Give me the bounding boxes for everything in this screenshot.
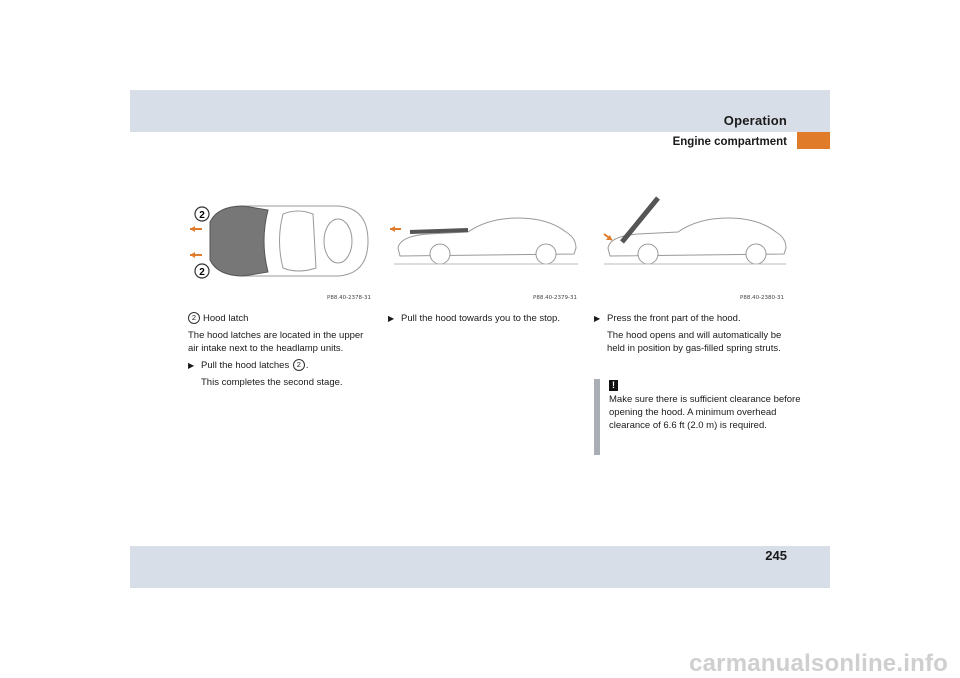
exclamation-icon: ! bbox=[609, 380, 618, 391]
step-press-hood bbox=[594, 312, 794, 325]
watermark: carmanualsonline.info bbox=[689, 650, 948, 677]
step-text: Pull the hood latches bbox=[201, 360, 290, 371]
step-text: Press the front part of the hood. bbox=[607, 313, 741, 324]
step-callout: 2 bbox=[293, 359, 305, 371]
figure-hood-open bbox=[598, 196, 788, 301]
callout-label-top: 2 bbox=[199, 210, 205, 221]
step-result: The hood opens and will automatically be held in position by gas-filled spring struts. bbox=[607, 330, 782, 354]
figure-code: P88.40-2378-31 bbox=[327, 295, 372, 301]
figure-hood-pulled bbox=[388, 196, 580, 301]
step-pull-hood bbox=[388, 312, 583, 325]
legend-callout: 2 bbox=[188, 312, 200, 324]
footer-band bbox=[130, 546, 830, 588]
section-tab-marker bbox=[797, 132, 830, 149]
car-open-hood-illustration bbox=[598, 196, 788, 296]
column-hood-latches bbox=[188, 312, 376, 393]
figure-code: P88.40-2380-31 bbox=[740, 295, 785, 301]
warning-box bbox=[594, 379, 809, 455]
car-side-view-illustration bbox=[388, 196, 580, 296]
warning-text: Make sure there is sufficient clearance before opening the hood. A minimum overhead clearance of 6.6 ft (2.0 m) is required. bbox=[609, 394, 801, 431]
intro-paragraph: The hood latches are located in the upper air intake next to the headlamp units. bbox=[188, 330, 364, 354]
subsection-title: Engine compartment bbox=[672, 136, 787, 148]
page-number: 245 bbox=[765, 548, 787, 563]
step-arrow-icon: ▶ bbox=[388, 314, 395, 323]
step-pull-latches bbox=[188, 359, 376, 372]
callout-label-bottom: 2 bbox=[199, 267, 205, 278]
step-result: This completes the second stage. bbox=[201, 377, 343, 388]
step-arrow-icon: ▶ bbox=[594, 314, 601, 323]
column-pull-hood bbox=[388, 312, 583, 329]
step-text: Pull the hood towards you to the stop. bbox=[401, 313, 560, 324]
step-suffix: . bbox=[305, 360, 309, 371]
legend-line bbox=[188, 312, 376, 325]
figure-hood-latches bbox=[188, 196, 373, 301]
section-title: Operation bbox=[723, 113, 787, 128]
figure-code: P88.40-2379-31 bbox=[533, 295, 578, 301]
car-top-view-illustration bbox=[188, 196, 373, 296]
column-open-hood bbox=[594, 312, 794, 359]
step-arrow-icon: ▶ bbox=[188, 361, 195, 370]
legend-text: Hood latch bbox=[203, 313, 249, 324]
